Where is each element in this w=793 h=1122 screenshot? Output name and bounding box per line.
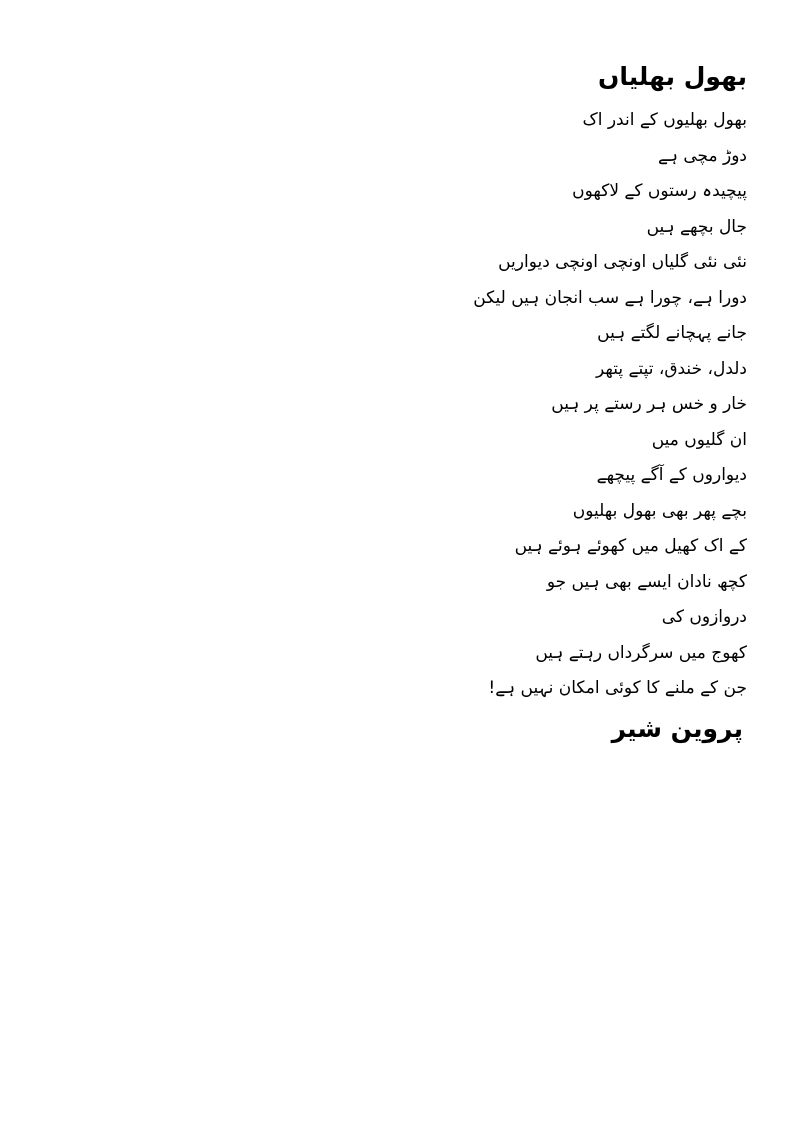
verse-line: بچے پھر بھی بھول بھلیوں (572, 500, 747, 521)
verse-line: نئی نئی گلیاں اونچی اونچی دیواریں (498, 252, 747, 272)
verse-line: دلدل، خندق، تپتے پتھر (596, 358, 747, 379)
poet-name: پروین شیر (611, 713, 743, 743)
poem (447, 60, 747, 747)
verse-line: دیواروں کے آگے پیچھے (596, 465, 747, 485)
verse-line: کچھ نادان ایسے بھی ہیں جو (546, 571, 747, 592)
verse-line: بھول بھلیوں کے اندر اک (582, 110, 747, 130)
verse-line: پیچیدہ رستوں کے لاکھوں (572, 181, 747, 201)
poem-title: بھول بھلیاں (598, 62, 747, 91)
verse-line: جال بچھے ہیں (646, 216, 747, 237)
verse-line: کھوج میں سرگرداں رہتے ہیں (535, 642, 747, 663)
verse-line: جن کے ملنے کا کوئی امکان نہیں ہے! (488, 678, 747, 698)
verse-line: دوڑ مچی ہے (658, 145, 747, 166)
verse-line: دروازوں کی (661, 607, 747, 627)
verse-line: جانے پہچانے لگتے ہیں (597, 323, 747, 343)
verse-line: دورا ہے، چورا ہے سب انجان ہیں لیکن (473, 287, 747, 308)
verse-line: خار و خس ہر رستے پر ہیں (551, 394, 747, 414)
verse-line: کے اک کھیل میں کھوئے ہوئے ہیں (514, 536, 747, 556)
poem-verses (447, 107, 747, 702)
verse-line: ان گلیوں میں (651, 429, 747, 450)
